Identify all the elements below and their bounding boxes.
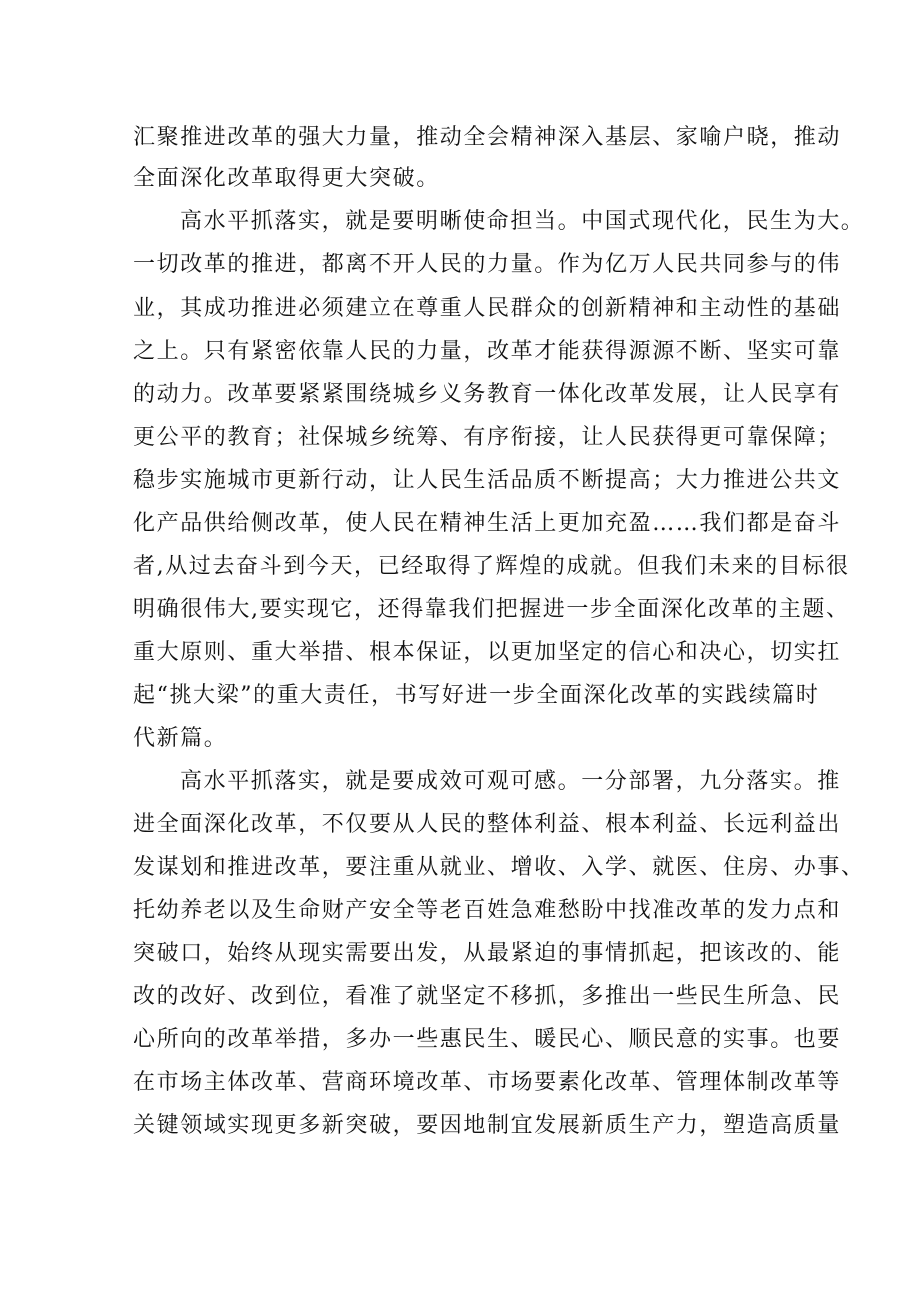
text-line: 起“挑大梁”的重大责任，书写好进一步全面深化改革的实践续篇时 xyxy=(133,683,820,708)
text-line: 稳步实施城市更新行动，让人民生活品质不断提高；大力推进公共文 xyxy=(133,468,842,493)
text-line: 更公平的教育；社保城乡统筹、有序衔接，让人民获得更可靠保障； xyxy=(133,425,842,450)
text-line: 汇聚推进改革的强大力量，推动全会精神深入基层、家喻户晓，推动 xyxy=(133,125,842,150)
text-line: 全面深化改革取得更大突破。 xyxy=(133,166,440,191)
text-line: 发谋划和推进改革，要注重从就业、增收、入学、就医、住房、办事、 xyxy=(133,855,865,880)
text-line: 明确很伟大,要实现它，还得靠我们把握进一步全面深化改革的主题、 xyxy=(133,597,850,622)
text-line: 代新篇。 xyxy=(133,726,228,751)
text-line: 者,从过去奋斗到今天，已经取得了辉煌的成就。但我们未来的目标很 xyxy=(133,554,850,579)
paragraph-start-line: 高水平抓落实，就是要明晰使命担当。中国式现代化，民生为大。 xyxy=(180,209,865,234)
text-line: 一切改革的推进，都离不开人民的力量。作为亿万人民共同参与的伟 xyxy=(133,252,842,277)
text-line: 进全面深化改革，不仅要从人民的整体利益、根本利益、长远利益出 xyxy=(133,812,842,837)
text-line: 之上。只有紧密依靠人民的力量，改革才能获得源源不断、坚实可靠 xyxy=(133,339,842,364)
paragraph-start-line: 高水平抓落实，就是要成效可观可感。一分部署，九分落实。推 xyxy=(180,769,841,794)
text-line: 心所向的改革举措，多办一些惠民生、暖民心、顺民意的实事。也要 xyxy=(133,1027,842,1052)
text-line: 业，其成功推进必须建立在尊重人民群众的创新精神和主动性的基础 xyxy=(133,296,842,321)
text-line: 化产品供给侧改革，使人民在精神生活上更加充盈……我们都是奋斗 xyxy=(133,511,842,536)
text-line: 突破口，始终从现实需要出发，从最紧迫的事情抓起，把该改的、能 xyxy=(133,941,842,966)
text-line: 重大原则、重大举措、根本保证，以更加坚定的信心和决心，切实扛 xyxy=(133,640,842,665)
text-line: 在市场主体改革、营商环境改革、市场要素化改革、管理体制改革等 xyxy=(133,1070,842,1095)
text-line: 改的改好、改到位，看准了就坚定不移抓，多推出一些民生所急、民 xyxy=(133,984,842,1009)
text-line: 的动力。改革要紧紧围绕城乡义务教育一体化改革发展，让人民享有 xyxy=(133,382,842,407)
text-line: 关键领域实现更多新突破，要因地制宜发展新质生产力，塑造高质量 xyxy=(133,1113,842,1138)
text-line: 托幼养老以及生命财产安全等老百姓急难愁盼中找准改革的发力点和 xyxy=(133,898,842,923)
